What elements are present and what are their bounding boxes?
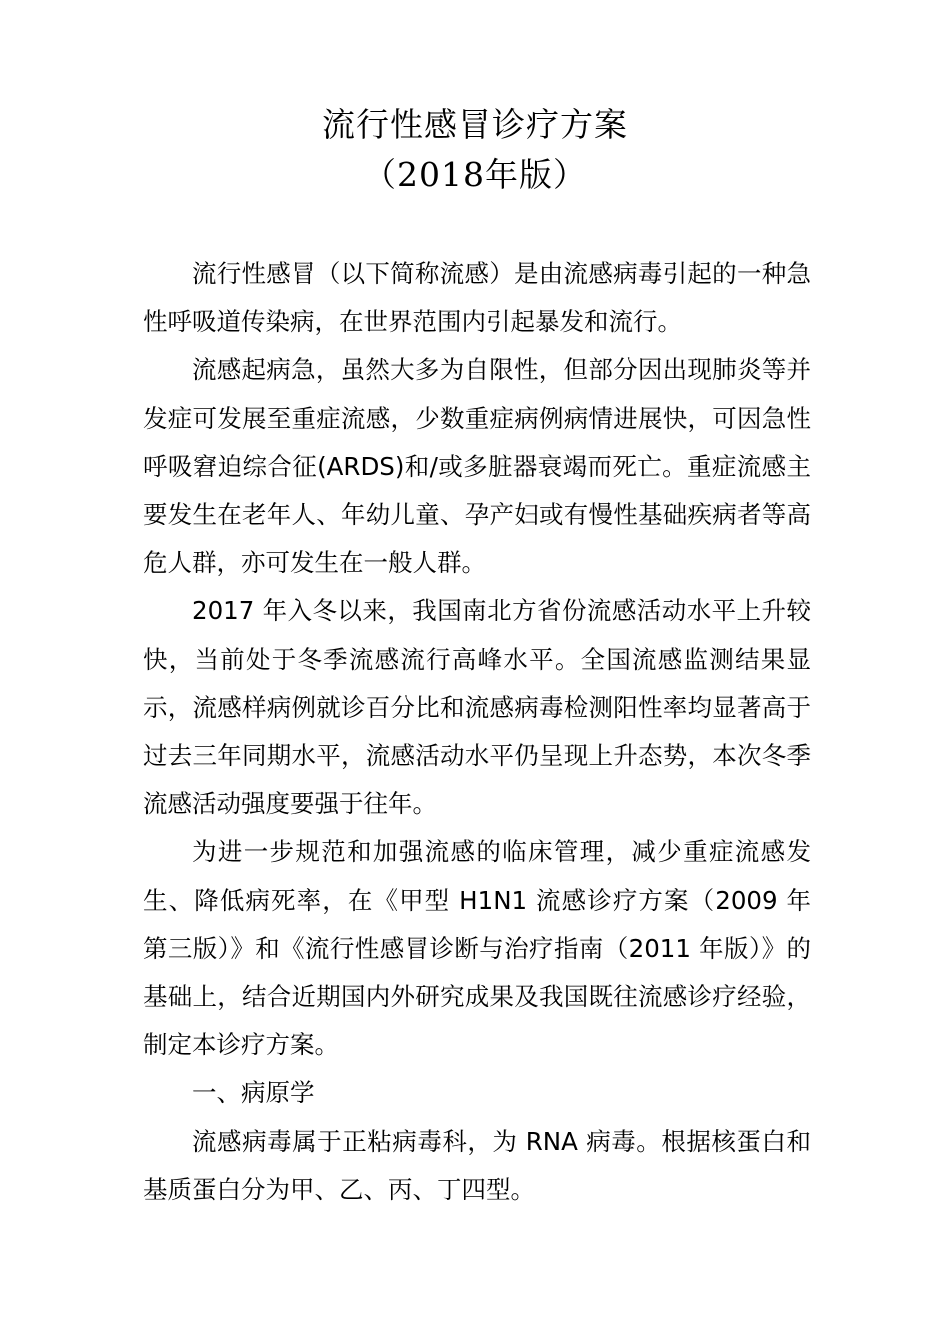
section-heading-etiology: 一、病原学 xyxy=(192,1078,315,1108)
document-title-block xyxy=(0,100,950,200)
document-body xyxy=(143,250,811,1214)
paragraph-severity: 流感起病急，虽然大多为自限性，但部分因出现肺炎等并发症可发展至重症流感，少数重症病例病情进展快，可因急性呼吸窘迫综合征(ARDS)和/或多脏器衰竭而死亡。重症流感主要发生在老年人、年幼儿童、孕产妇或有慢性基础疾病者等高危人群，亦可发生在一般人群。 xyxy=(143,355,811,578)
paragraph-purpose: 为进一步规范和加强流感的临床管理，减少重症流感发生、降低病死率，在《甲型 H1N1 流感诊疗方案（2009 年第三版）》和《流行性感冒诊断与治疗指南（2011 年版）》的基础上，结合近期国内外研究成果及我国既往流感诊疗经验，制定本诊疗方案。 xyxy=(143,837,811,1060)
document-subtitle: （2018年版） xyxy=(363,155,587,194)
paragraph-intro: 流行性感冒（以下简称流感）是由流感病毒引起的一种急性呼吸道传染病，在世界范围内引起暴发和流行。 xyxy=(143,259,811,337)
paragraph-epidemic-status: 2017 年入冬以来，我国南北方省份流感活动水平上升较快，当前处于冬季流感流行高峰水平。全国流感监测结果显示，流感样病例就诊百分比和流感病毒检测阳性率均显著高于过去三年同期水平，流感活动水平仍呈现上升态势，本次冬季流感活动强度要强于往年。 xyxy=(143,596,811,819)
paragraph-etiology: 流感病毒属于正粘病毒科，为 RNA 病毒。根据核蛋白和基质蛋白分为甲、乙、丙、丁四型。 xyxy=(143,1126,811,1204)
document-title: 流行性感冒诊疗方案 xyxy=(322,105,628,144)
